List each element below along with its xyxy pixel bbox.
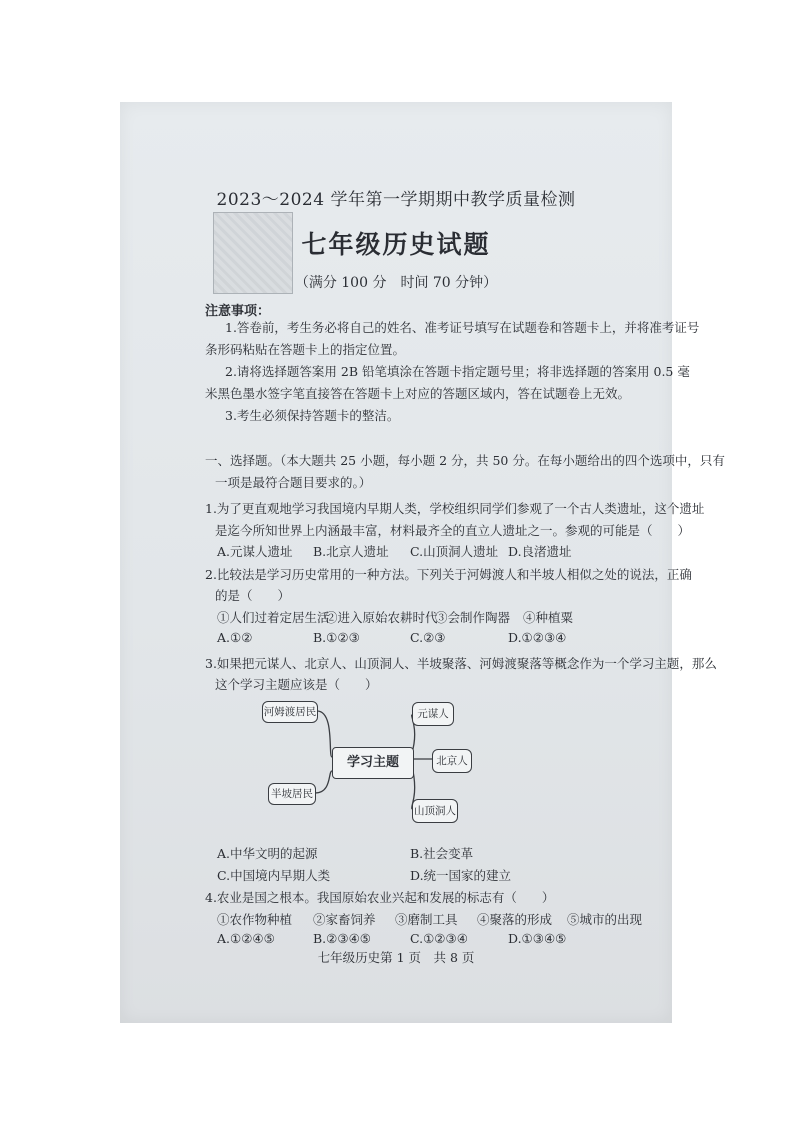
notes-line: 3.考生必须保持答题卡的整洁。 — [225, 408, 400, 423]
question-3-text: 这个学习主题应该是（ ） — [215, 677, 378, 692]
exam-header-title: 2023～2024 学年第一学期期中教学质量检测 — [216, 190, 576, 210]
question-2-option-d: D.①②③④ — [508, 630, 567, 645]
section-heading-cont: 一项是最符合题目要求的。） — [215, 475, 372, 490]
question-2-statement: ①人们过着定居生活 — [217, 610, 330, 625]
page-footer: 七年级历史第 1 页 共 8 页 — [317, 950, 475, 965]
learning-theme-mindmap — [260, 687, 518, 837]
question-4-statement: ③磨制工具 — [395, 912, 458, 927]
mindmap-center-node: 学习主题 — [332, 747, 414, 779]
question-3-option-d: D.统一国家的建立 — [410, 868, 512, 883]
mindmap-node-beijing: 北京人 — [432, 749, 472, 773]
question-3-option-c: C.中国境内早期人类 — [217, 868, 331, 883]
mindmap-node-hemudu: 河姆渡居民 — [262, 701, 318, 723]
section-heading: 一、选择题。（本大题共 25 小题，每小题 2 分，共 50 分。在每小题给出的四个选项中，只有 — [205, 453, 725, 468]
exam-title: 七年级历史试题 — [301, 230, 491, 259]
exam-subtitle: （满分 100 分 时间 70 分钟） — [294, 275, 498, 291]
question-1-text: 是迄今所知世界上内涵最丰富，材料最齐全的直立人遗址之一。参观的可能是（ ） — [215, 523, 691, 538]
question-2-statement: ③会制作陶器 — [435, 610, 511, 625]
question-2-statement: ②进入原始农耕时代 — [325, 610, 438, 625]
question-3-option-b: B.社会变革 — [410, 846, 474, 861]
question-1-option-a: A.元谋人遗址 — [217, 544, 293, 559]
mindmap-node-yuanmou: 元谋人 — [412, 702, 454, 726]
question-4-option-d: D.①③④⑤ — [508, 931, 567, 946]
question-4-statement: ②家畜饲养 — [313, 912, 376, 927]
question-2-option-a: A.①② — [217, 630, 253, 645]
question-4-option-c: C.①②③④ — [410, 931, 468, 946]
question-2-text: 2.比较法是学习历史常用的一种方法。下列关于河姆渡人和半坡人相似之处的说法，正确 — [205, 567, 692, 582]
question-4-option-a: A.①②④⑤ — [217, 931, 275, 946]
question-2-option-b: B.①②③ — [313, 630, 360, 645]
question-1-option-c: C.山顶洞人遗址 — [410, 544, 499, 559]
question-2-option-c: C.②③ — [410, 630, 446, 645]
exam-paper-sheet — [120, 102, 725, 1023]
question-4-statement: ①农作物种植 — [217, 912, 293, 927]
notes-line: 条形码粘贴在答题卡上的指定位置。 — [205, 342, 406, 357]
notes-line: 米黑色墨水签字笔直接答在答题卡上对应的答题区域内，答在试题卷上无效。 — [205, 386, 631, 401]
question-3-text: 3.如果把元谋人、北京人、山顶洞人、半坡聚落、河姆渡聚落等概念作为一个学习主题，那么 — [205, 656, 717, 671]
question-4-statement: ⑤城市的出现 — [567, 912, 643, 927]
question-2-statement: ④种植粟 — [523, 610, 574, 625]
question-4-option-b: B.②③④⑤ — [313, 931, 371, 946]
question-3-option-a: A.中华文明的起源 — [217, 846, 318, 861]
question-1-option-b: B.北京人遗址 — [313, 544, 389, 559]
question-1-option-d: D.良渚遗址 — [508, 544, 572, 559]
notes-line: 2.请将选择题答案用 2B 铅笔填涂在答题卡指定题号里；将非选择题的答案用 0.5 毫 — [225, 364, 690, 379]
question-1-text: 1.为了更直观地学习我国境内早期人类，学校组织同学们参观了一个古人类遗址，这个遗址 — [205, 501, 705, 516]
question-4-statement: ④聚落的形成 — [477, 912, 553, 927]
question-2-text: 的是（ ） — [215, 588, 291, 603]
notes-heading: 注意事项： — [205, 304, 271, 319]
question-4-text: 4.农业是国之根本。我国原始农业兴起和发展的标志有（ ） — [205, 890, 555, 905]
mindmap-node-banpo: 半坡居民 — [268, 783, 316, 805]
notes-line: 1.答卷前，考生务必将自己的姓名、准考证号填写在试题卷和答题卡上，并将准考证号 — [225, 320, 700, 335]
mindmap-node-shandingdong: 山顶洞人 — [412, 799, 458, 823]
